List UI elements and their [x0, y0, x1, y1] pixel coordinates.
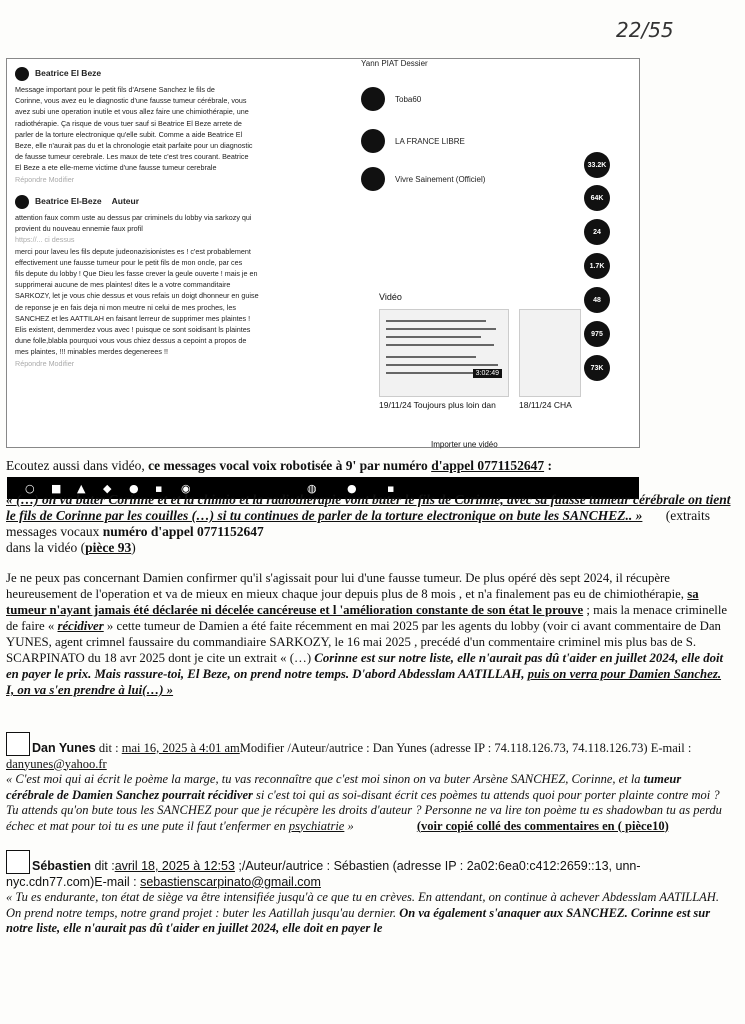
modify-link[interactable]: Modifier: [239, 741, 285, 755]
comment-line: parler de la torture electronique qu'elle subit. Comme a aide Beatrice El: [15, 129, 243, 139]
phone-number: numéro d'appel 0771152647: [102, 524, 264, 539]
text: récidiver: [57, 619, 104, 633]
email-link[interactable]: danyunes@yahoo.fr: [6, 756, 107, 771]
quote-text: « (…) on va buter Corinne et et la chimio et la radiotherapie vont buter le fils de Corinne, avec sa fausse tumeur cérébrale on tient le fils de Corinne par les couilles (…) si tu continues de parler de la torture electronique on bute les SANCHEZ.. »: [6, 492, 731, 523]
paragraph-damien: [6, 570, 731, 698]
comment-date[interactable]: avril 18, 2025 à 12:53: [114, 859, 235, 873]
notification-bubble[interactable]: 64K: [584, 185, 610, 211]
notification-bubble[interactable]: 73K: [584, 355, 610, 381]
quote-text: tumeur cérébrale de Damien Sanchez pourrait récidiver: [6, 772, 682, 802]
video-section-label: Vidéo: [379, 292, 402, 302]
quote-text: « C'est moi qui ai écrit le poème la marge, tu vas reconnaître que c'est moi sinon on va buter Arsène SANCHEZ, Corinne, et la: [6, 772, 644, 786]
text: dit :: [91, 859, 115, 873]
piece-reference: (voir copié collé des commentaires en ( pièce10): [416, 818, 669, 833]
comment-line: SANCHEZ et les AATTILAH en faisant lerreur de supprimer mes plaintes !: [15, 313, 251, 323]
app-icon[interactable]: ●: [347, 482, 357, 495]
comment-sebastien: [6, 850, 731, 937]
app-icon[interactable]: ●: [129, 482, 139, 495]
app-icon[interactable]: ◆: [103, 482, 112, 495]
video-caption[interactable]: 19/11/24 Toujours plus loin dan: [379, 400, 496, 410]
comment-line: de fausse tumeur cerebrale. Les maux de tete c'est tres courant. Beatrice: [15, 152, 249, 162]
comment-line: effectivement une fausse tumeur pour le petit fils de mon oncle, par ces: [15, 257, 243, 267]
channel-avatar: [361, 129, 385, 153]
comment-line: radiothérapie. Ça risque de vous tuer sauf si Beatrice El Beze arrete de: [15, 118, 242, 128]
notification-bubble[interactable]: 48: [584, 287, 610, 313]
notification-bubble[interactable]: 33.2K: [584, 152, 610, 178]
comment-line: dune folle,blabla pourquoi vous vous chiez dessus a cepoint a propos de: [15, 336, 247, 346]
channel-name: Toba60: [395, 94, 422, 104]
comment-author: Beatrice El Beze: [35, 68, 102, 79]
comment-post-2: [15, 195, 327, 369]
text: Je ne peux pas concernant Damien confirmer qu'il s'agissait pour lui d'une fausse tumeur. De plus opéré dès sept 2024, il récupère heureusement de l'operation et va de mieux en mieux chaque jour depuis plus de 8 mois , et n'a finalement pas eu de chimiothérapie,: [6, 571, 688, 601]
video-thumbnail[interactable]: [379, 309, 509, 397]
app-icon[interactable]: ◉: [181, 482, 191, 495]
channel-name: LA FRANCE LIBRE: [395, 136, 465, 146]
text: ;/Auteur/autrice : Sébastien (adresse IP : 2a02:6ea0:c412:2659::13, unn-nyc.cdn77.com)E-mail :: [6, 859, 641, 889]
channel-item[interactable]: [361, 59, 428, 68]
page-number: 22/55: [616, 18, 674, 42]
text: Ecoutez aussi dans vidéo,: [6, 458, 149, 473]
comment-line: avez subi une operation inutile et vous allez faire une chimiothérapie, une: [15, 107, 249, 117]
comment-line: attention faux comm uste au dessus par criminels du lobby via sarkozy qui: [15, 213, 252, 222]
text: ce messages vocal voix robotisée à 9' par numéro: [148, 458, 432, 473]
comment-author: Beatrice El-Beze: [35, 196, 102, 207]
notification-bubble[interactable]: 1.7K: [584, 253, 610, 279]
channel-name: Vivre Sainement (Officiel): [395, 174, 486, 184]
text: ): [131, 540, 136, 555]
text: puis on verra pour Damien Sanchez. I, on va s'en prendre à lui(…) »: [6, 667, 722, 697]
text: dans la vidéo (: [6, 540, 86, 555]
app-icon[interactable]: ▪: [387, 482, 395, 495]
quote-text: »: [344, 818, 354, 833]
import-video-link[interactable]: Importer une vidéo: [431, 440, 498, 449]
checkbox[interactable]: [6, 850, 30, 874]
phone-number: d'appel 0771152647: [431, 458, 545, 473]
comment-dan-yunes: [6, 732, 731, 834]
app-icon[interactable]: ▲: [77, 482, 86, 495]
comment-line: merci pour laveu les fils depute judeonazisionistes es ! c'est probablement: [15, 246, 251, 256]
channel-item[interactable]: [361, 167, 485, 191]
quote-text: On va également s'anaquer aux SANCHEZ. Corinne est sur notre liste, elle n'aurait pas dû t'aider en juillet 2024, elle doit en payer le: [6, 905, 711, 935]
quote-text: psychiatrie: [288, 818, 345, 833]
text: dit :: [95, 741, 122, 755]
channel-item[interactable]: [361, 87, 421, 111]
notification-bubble[interactable]: 975: [584, 321, 610, 347]
quote-text: « Tu es endurante, ton état de siège va être intensifiée jusqu'à ce que tu en crèves. En attendant, on continue à achever Abdesslam AATILLAH. On prend notre temps, notre grand projet : buter les Aatillah jusqu'au dernier.: [6, 890, 719, 920]
comment-line: mes plaintes, !!! minables merdes degenerees !!: [15, 347, 169, 357]
folder-icon[interactable]: ■: [51, 482, 62, 495]
text: ; mais la menace criminelle de faire «: [6, 603, 728, 633]
text: » cette tumeur de Damien a été faite récemment en mai 2025 par les agents du lobby (voir ci avant commentaire de Dan YUNES, agent crimnel faussaire du commandiaire SARKOZY, le 16 mai 2025 , precédé d'un commentaire criminel mis plus bas de S. SCARPINATO du 18 avr 2025 dont je cite un extrait « (…): [6, 619, 721, 665]
text: sa tumeur n'ayant jamais été déclarée ni décelée cancéreuse et l 'amélioration constante de son état le prouve: [6, 587, 699, 617]
quote-text: si c'est toi qui as soi-disant écrit ces poèmes tu attends quoi pour porter plainte contre moi ? Tu attends qu'on bute tous les SANCHEZ pour que je récupère les droits d'auteur ? Personne ne va lire ton poème tu es shadowban tu as perdu échec et mat pour toi tu es une pute il faut t'enfermer en: [6, 787, 722, 833]
text: :: [544, 458, 552, 473]
channel-name: Yann PIAT Dessier: [361, 59, 428, 68]
comment-line: provient du nouveau ennemie faux profil: [15, 224, 143, 234]
text: (extraits messages vocaux: [6, 508, 711, 539]
avatar: [15, 195, 29, 209]
checkbox[interactable]: [6, 732, 30, 756]
video-duration: 3:02:49: [473, 369, 502, 378]
comment-line: supprimerai aucune de mes plaintes! dites le a votre commanditaire: [15, 280, 231, 290]
comment-line: Message important pour le petit fils d'Arsene Sanchez le fils de: [15, 85, 215, 94]
app-icon[interactable]: ◍: [307, 482, 317, 495]
comment-line: Elis existent, demmerdez vous avec ! puisque ce sont soidisant ls plaintes: [15, 325, 251, 335]
reply-link[interactable]: Répondre Modifier: [15, 174, 75, 184]
paragraph-listen: [6, 458, 731, 474]
comment-author: Sébastien: [32, 859, 92, 873]
comment-line: Beze, elle n'aurait pas du et la chronologie etait parfaite pour un diagnostic: [15, 141, 253, 151]
channel-item[interactable]: [361, 129, 465, 153]
comment-line: SARKOZY, let je vous chie dessus et vous refais un doigt dhonneur en guise: [15, 291, 259, 301]
search-icon[interactable]: ○: [25, 482, 35, 495]
email-link[interactable]: sebastienscarpinato@gmail.com: [140, 874, 321, 889]
notification-bubble[interactable]: 24: [584, 219, 610, 245]
comment-date[interactable]: mai 16, 2025 à 4:01 am: [121, 741, 240, 755]
comment-line: de reponse je en fais deja ni mon meutre ni celui de mes proches, les: [15, 302, 236, 312]
piece-reference: pièce 93: [85, 540, 132, 555]
comment-line: https://... ci dessus: [15, 235, 75, 245]
video-caption[interactable]: 18/11/24 CHA: [519, 400, 572, 410]
text: /Auteur/autrice : Dan Yunes (adresse IP : 74.118.126.73, 74.118.126.73) E-mail :: [284, 741, 692, 755]
app-icon[interactable]: ▪: [155, 482, 163, 495]
avatar: [15, 67, 29, 81]
comment-line: El Beze a ete elle-meme victime d'une fausse tumeur cerebrale: [15, 163, 217, 173]
comment-line: fils depute du lobby ! Que Dieu les fasse crever la geule ouverte ! mais je en: [15, 269, 258, 279]
comment-line: Corinne, vous avez eu le diagnostic d'une fausse tumeur cérébrale, vous: [15, 96, 247, 106]
comment-author: Dan Yunes: [32, 741, 96, 755]
reply-link[interactable]: Répondre Modifier: [15, 358, 75, 368]
quote-voicemail: [6, 492, 731, 556]
author-tag: Auteur: [111, 196, 140, 207]
channel-avatar: [361, 167, 385, 191]
text: Corinne est sur notre liste, elle n'aurait pas dû t'aider en juillet 2024, elle doit en payer le prix. Mais rassure-toi, El Beze, on prend notre temps. D'abord Abdesslam AATILLAH,: [6, 651, 724, 681]
channel-avatar: [361, 87, 385, 111]
comment-post-1: [15, 67, 327, 185]
video-thumbnail[interactable]: [519, 309, 581, 397]
